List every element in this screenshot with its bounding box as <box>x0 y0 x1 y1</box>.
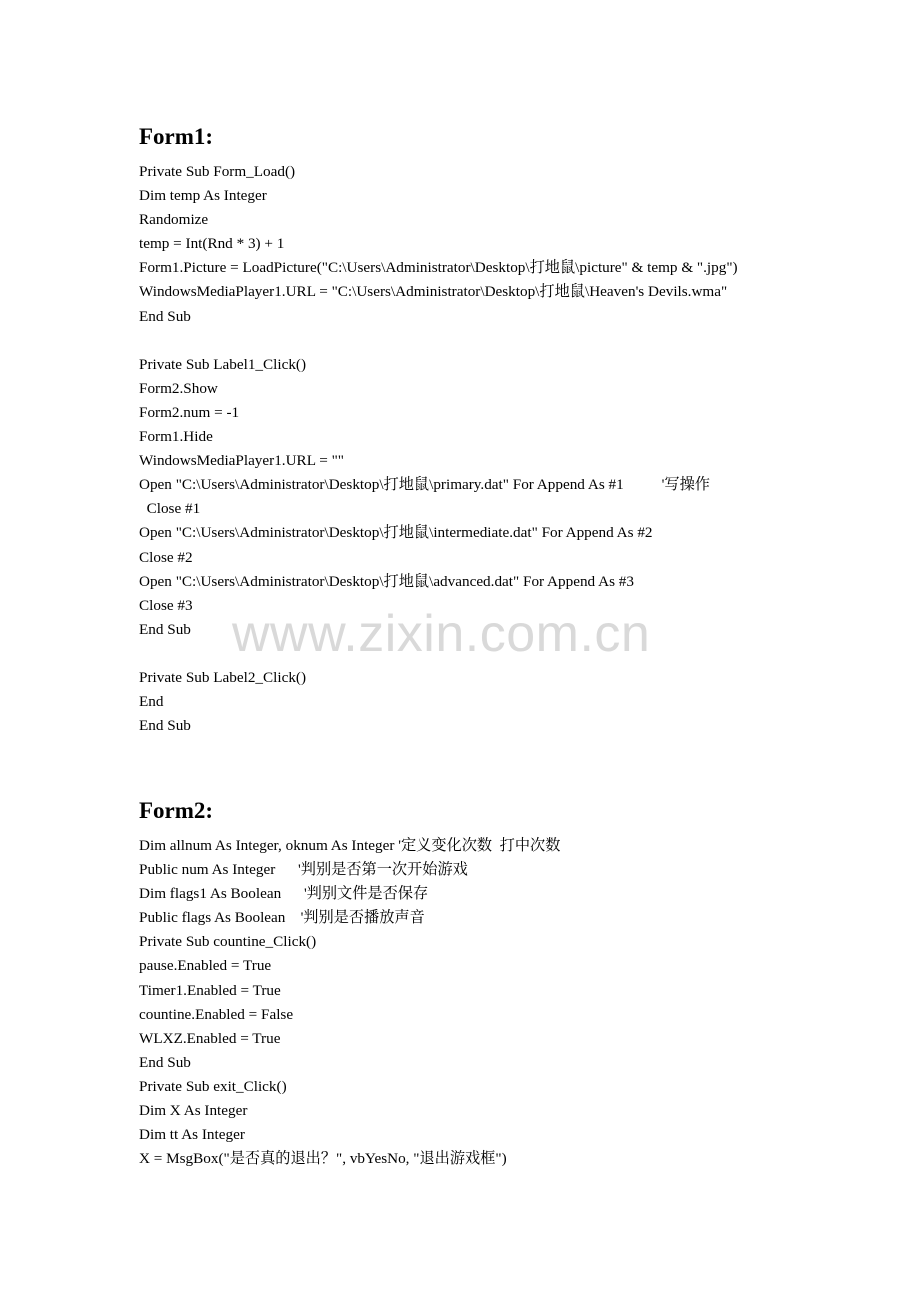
code-line: temp = Int(Rnd * 3) + 1 <box>139 235 285 253</box>
code-line: Private Sub exit_Click() <box>139 1077 287 1095</box>
code-line: Dim X As Integer <box>139 1102 248 1120</box>
form2-heading: Form2: <box>139 798 214 823</box>
code-line: Form2.num = -1 <box>139 403 240 421</box>
code-line: Public num As Integer '判别是否第一次开始游戏 <box>139 861 468 879</box>
code-line: Close #1 <box>139 500 201 518</box>
code-line: Close #2 <box>139 548 193 566</box>
code-line: Dim flags1 As Boolean '判别文件是否保存 <box>139 885 429 903</box>
code-line: Dim allnum As Integer, oknum As Integer '定义变化次数 打中次数 <box>139 837 561 854</box>
code-line: X = MsgBox("是否真的退出？", vbYesNo, "退出游戏框") <box>139 1150 507 1168</box>
code-line: Randomize <box>139 211 209 229</box>
code-line: Dim tt As Integer <box>139 1126 245 1144</box>
code-line: Private Sub Form_Load() <box>139 163 296 180</box>
code-line: Dim temp As Integer <box>139 187 267 205</box>
code-line: Private Sub Label1_Click() <box>139 355 307 373</box>
code-line: Open "C:\Users\Administrator\Desktop\打地鼠\primary.dat" For Append As #1 '写操作 <box>139 476 710 494</box>
code-line: End Sub <box>139 1053 191 1071</box>
code-line: pause.Enabled = True <box>139 957 272 975</box>
code-line: countine.Enabled = False <box>139 1005 294 1023</box>
code-line: Timer1.Enabled = True <box>139 981 281 999</box>
code-line: Private Sub countine_Click() <box>139 933 317 951</box>
code-line: End Sub <box>139 307 191 325</box>
form2-code-block <box>139 834 839 1171</box>
code-line: Form1.Hide <box>139 428 213 446</box>
site-watermark: www.zixin.com.cn <box>232 605 651 663</box>
code-line: Open "C:\Users\Administrator\Desktop\打地鼠\advanced.dat" For Append As #3 <box>139 572 634 590</box>
code-line: Form2.Show <box>139 379 218 397</box>
code-line: End <box>139 693 164 711</box>
code-line: Close #3 <box>139 596 193 614</box>
code-line: Private Sub Label2_Click() <box>139 668 307 686</box>
code-line: WindowsMediaPlayer1.URL = "C:\Users\Administrator\Desktop\打地鼠\Heaven's Devils.wma" <box>139 283 728 301</box>
code-line: Public flags As Boolean '判别是否播放声音 <box>139 909 425 927</box>
code-line: End Sub <box>139 717 191 735</box>
code-line: WindowsMediaPlayer1.URL = "" <box>139 452 344 470</box>
code-line: WLXZ.Enabled = True <box>139 1029 281 1047</box>
code-line <box>139 329 839 353</box>
code-line: End Sub <box>139 620 191 638</box>
form1-heading: Form1: <box>139 124 214 149</box>
code-line: Open "C:\Users\Administrator\Desktop\打地鼠\intermediate.dat" For Append As #2 <box>139 524 653 542</box>
code-line: Form1.Picture = LoadPicture("C:\Users\Administrator\Desktop\打地鼠\picture" & temp & ".jpg") <box>139 259 738 277</box>
